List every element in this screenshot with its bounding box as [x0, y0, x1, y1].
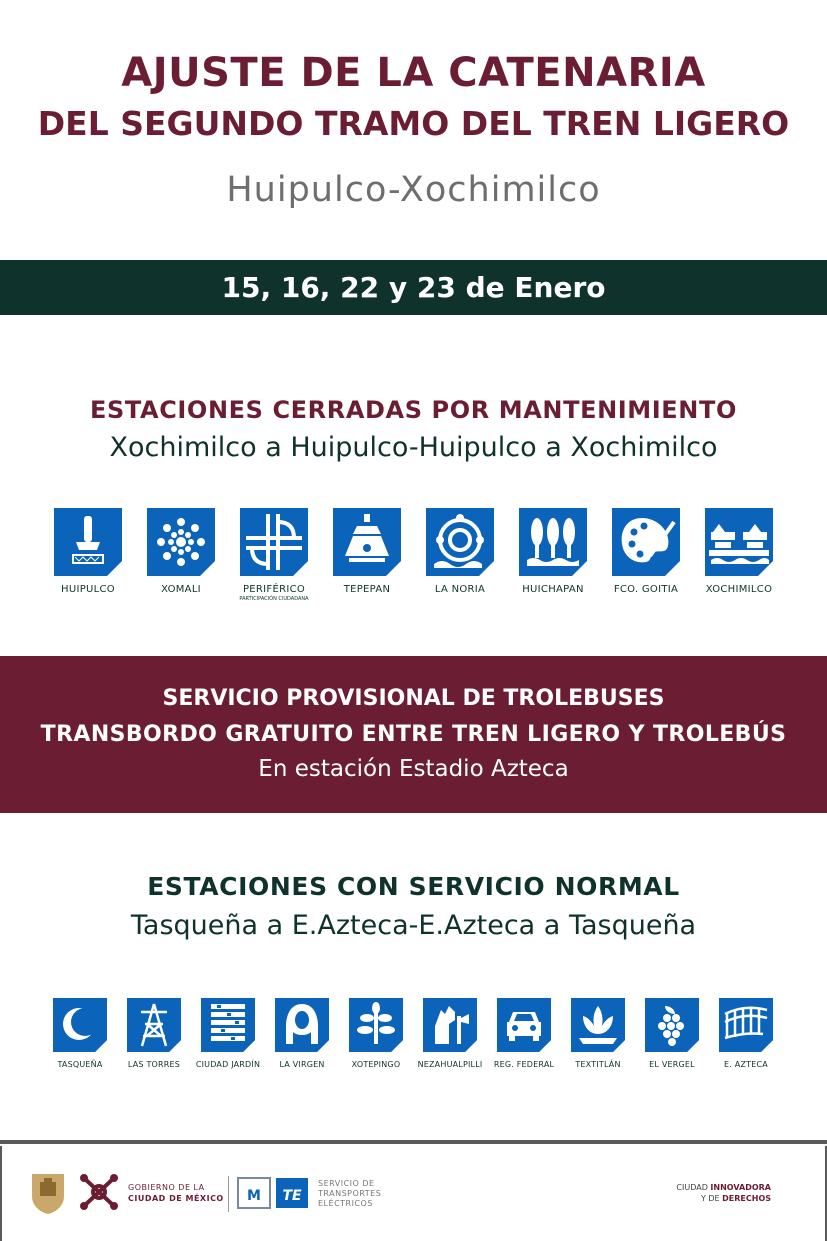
- lotus-icon: [571, 998, 625, 1052]
- free-transfer-text: TRANSBORDO GRATUITO ENTRE TREN LIGERO Y TROLEBÚS: [40, 722, 787, 747]
- station-las-torres: [117, 998, 191, 1069]
- station-xochimilco: [693, 508, 785, 595]
- page-subtitle: Huipulco-Xochimilco: [226, 170, 601, 210]
- interchange-icon: [240, 508, 308, 576]
- moon-icon: [53, 998, 107, 1052]
- station-huipulco: [42, 508, 134, 595]
- footer-divider: [0, 1140, 827, 1144]
- station-la-virgen: [265, 998, 339, 1069]
- warrior-icon: [423, 998, 477, 1052]
- ste-line1: SERVICIO DE: [318, 1179, 375, 1188]
- station-periferico: [228, 508, 320, 602]
- station-ciudad-jardin: [191, 998, 265, 1069]
- station-label: PERIFÉRICO: [242, 584, 306, 595]
- station-label: EL VERGEL: [649, 1060, 695, 1069]
- footer-logo-divider: [228, 1176, 229, 1212]
- station-reg-federal: [487, 998, 561, 1069]
- station-label: FCO. GOITIA: [613, 584, 679, 595]
- building-icon: [201, 998, 255, 1052]
- ste-line2: TRANSPORTES: [318, 1189, 382, 1198]
- station-huichapan: [507, 508, 599, 595]
- station-label: LA NORIA: [434, 584, 486, 595]
- closed-stations-list: [0, 508, 827, 618]
- slogan-line1: CIUDAD INNOVADORA: [676, 1183, 771, 1192]
- trolleybus-banner: [0, 656, 827, 813]
- ste-mark-2: TE: [282, 1188, 302, 1204]
- station-label: XOTEPINGO: [351, 1060, 401, 1069]
- gob-line1: GOBIERNO DE LA: [128, 1183, 205, 1192]
- closed-stations-heading: ESTACIONES CERRADAS POR MANTENIMIENTO: [90, 396, 737, 424]
- station-label: HUIPULCO: [61, 584, 115, 595]
- page-title-line2: DEL SEGUNDO TRAMO DEL TREN LIGERO: [37, 104, 790, 143]
- trajinera-icon: [705, 508, 773, 576]
- station-label: LAS TORRES: [127, 1060, 181, 1069]
- stadium-icon: [719, 998, 773, 1052]
- closed-stations-route: Xochimilco a Huipulco-Huipulco a Xochimilco: [109, 432, 718, 463]
- station-label: TEXTITLÁN: [575, 1060, 621, 1069]
- monument-icon: [54, 508, 122, 576]
- virgin-icon: [275, 998, 329, 1052]
- normal-stations-list: [0, 998, 827, 1078]
- ste-logo: [274, 1176, 310, 1210]
- page-title-line1: AJUSTE DE LA CATENARIA: [121, 50, 706, 96]
- station-sublabel: PARTICIPACIÓN CIUDADANA: [239, 596, 309, 602]
- palette-icon: [612, 508, 680, 576]
- noria-wheel-icon: [426, 508, 494, 576]
- date-banner: [0, 260, 827, 315]
- ste-mark-1: M: [247, 1188, 261, 1204]
- trolleybus-service-text: SERVICIO PROVISIONAL DE TROLEBUSES: [162, 686, 665, 711]
- station-tepepan: [321, 508, 413, 595]
- car-icon: [497, 998, 551, 1052]
- station-label: CIUDAD JARDÍN: [195, 1060, 261, 1069]
- tower-icon: [127, 998, 181, 1052]
- station-xotepingo: [339, 998, 413, 1069]
- station-fco-goitia: [600, 508, 692, 595]
- station-label: XOCHIMILCO: [705, 584, 773, 595]
- station-textitlan: [561, 998, 635, 1069]
- gobierno-cdmx-text: [128, 1182, 224, 1204]
- plant-icon: [349, 998, 403, 1052]
- station-label: TASQUEÑA: [57, 1060, 103, 1069]
- cdmx-logo: [78, 1170, 120, 1214]
- trees-icon: [519, 508, 587, 576]
- gob-line2: CIUDAD DE MÉXICO: [128, 1194, 224, 1203]
- flower-ring-icon: [147, 508, 215, 576]
- normal-stations-heading: ESTACIONES CON SERVICIO NORMAL: [147, 872, 680, 901]
- station-label: TEPEPAN: [343, 584, 391, 595]
- station-nezahualpilli: [413, 998, 487, 1069]
- coat-of-arms-logo: [30, 1172, 66, 1214]
- transfer-station-text: En estación Estadio Azteca: [258, 756, 569, 782]
- footer-left-border: [0, 1146, 2, 1241]
- station-la-noria: [414, 508, 506, 595]
- station-tasquena: [43, 998, 117, 1069]
- church-icon: [333, 508, 401, 576]
- metro-style-logo: [236, 1176, 272, 1210]
- station-label: NEZAHUALPILLI: [417, 1060, 483, 1069]
- station-el-vergel: [635, 998, 709, 1069]
- station-label: HUICHAPAN: [522, 584, 584, 595]
- slogan-text: [650, 1182, 771, 1204]
- slogan-line2: Y DE DERECHOS: [700, 1194, 771, 1203]
- station-label: LA VIRGEN: [279, 1060, 325, 1069]
- station-label: REG. FEDERAL: [493, 1060, 555, 1069]
- ste-line3: ELÉCTRICOS: [318, 1199, 373, 1208]
- station-label: E. AZTECA: [724, 1060, 768, 1069]
- station-e-azteca: [709, 998, 783, 1069]
- station-label: XOMALI: [161, 584, 201, 595]
- date-text: 15, 16, 22 y 23 de Enero: [221, 271, 606, 304]
- normal-stations-route: Tasqueña a E.Azteca-E.Azteca a Tasqueña: [130, 910, 697, 941]
- station-xomali: [135, 508, 227, 595]
- grapes-icon: [645, 998, 699, 1052]
- ste-text: [318, 1179, 381, 1209]
